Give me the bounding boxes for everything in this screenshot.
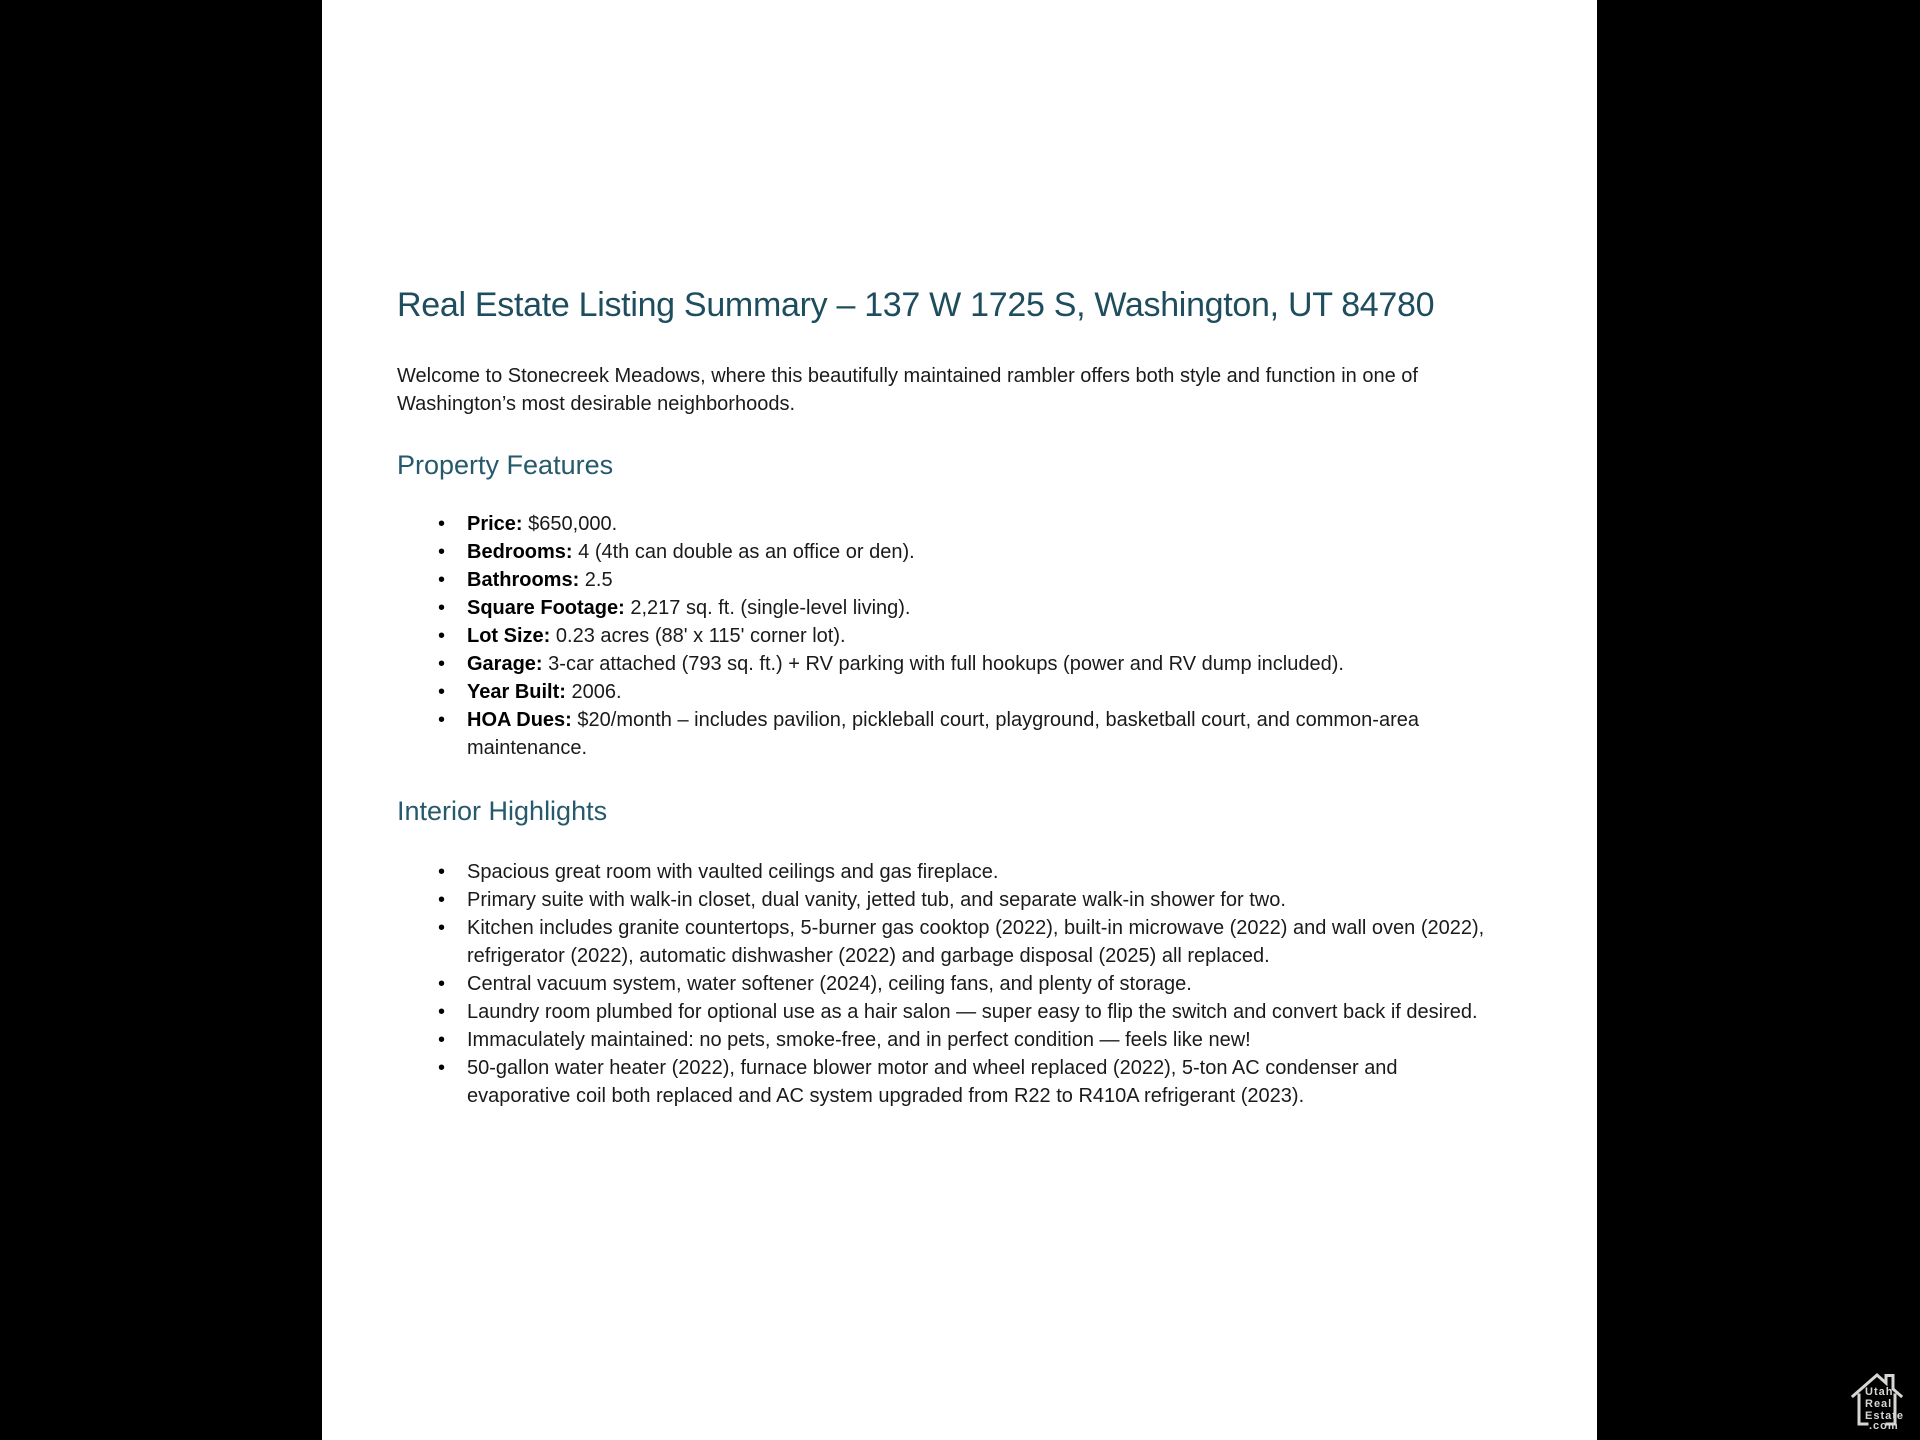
intro-paragraph: Welcome to Stonecreek Meadows, where this beautifully maintained rambler offers both style and function in one of Washington’s most desirable neighborhoods. bbox=[397, 365, 1418, 415]
house-icon bbox=[1846, 1366, 1908, 1432]
item-label: Garage: bbox=[467, 653, 543, 675]
logo-text-line: .com bbox=[1869, 1420, 1899, 1432]
logo-text-line: Estate bbox=[1865, 1410, 1905, 1422]
list-item: • Laundry room plumbed for optional use as a hair salon — super easy to flip the switch and convert back if desired. bbox=[397, 998, 1495, 1026]
section-heading-property-features: Property Features bbox=[397, 450, 614, 480]
list-item: • Bedrooms: 4 (4th can double as an office or den). bbox=[397, 538, 1495, 566]
list-item: • Primary suite with walk-in closet, dual vanity, jetted tub, and separate walk-in shower for two. bbox=[397, 886, 1495, 914]
logo-text-line: Utah bbox=[1865, 1386, 1894, 1398]
list-item: • Lot Size: 0.23 acres (88' x 115' corner lot). bbox=[397, 622, 1495, 650]
item-label: Bathrooms: bbox=[467, 569, 580, 591]
list-item: • Bathrooms: 2.5 bbox=[397, 566, 1495, 594]
list-item: • HOA Dues: $20/month – includes pavilion, pickleball court, playground, basketball court, and common-area maintenance. bbox=[397, 706, 1495, 762]
list-item: • Price: $650,000. bbox=[397, 510, 1495, 538]
item-label: Lot Size: bbox=[467, 625, 551, 647]
item-label: HOA Dues: bbox=[467, 709, 572, 731]
item-label: Square Footage: bbox=[467, 597, 625, 619]
item-label: Year Built: bbox=[467, 681, 566, 703]
interior-highlights-list bbox=[397, 858, 1495, 1110]
property-features-list bbox=[397, 510, 1495, 762]
item-label: Price: bbox=[467, 513, 523, 535]
list-item: • Spacious great room with vaulted ceilings and gas fireplace. bbox=[397, 858, 1495, 886]
document-page bbox=[322, 0, 1597, 1440]
list-item: • Year Built: 2006. bbox=[397, 678, 1495, 706]
utah-real-estate-logo bbox=[1846, 1366, 1908, 1432]
list-item: • 50-gallon water heater (2022), furnace blower motor and wheel replaced (2022), 5-ton AC condenser and evaporative coil both replaced and AC system upgraded from R22 to R410A refrigerant (2023). bbox=[397, 1054, 1495, 1110]
list-item: • Square Footage: 2,217 sq. ft. (single-level living). bbox=[397, 594, 1495, 622]
list-item: • Central vacuum system, water softener (2024), ceiling fans, and plenty of storage. bbox=[397, 970, 1495, 998]
list-item: • Kitchen includes granite countertops, 5-burner gas cooktop (2022), built-in microwave (2022) and wall oven (2022), refrigerator (2022), automatic dishwasher (2022) and garbage disposal (2025) all replaced. bbox=[397, 914, 1495, 970]
section-heading-interior-highlights: Interior Highlights bbox=[397, 796, 608, 826]
list-item: • Garage: 3-car attached (793 sq. ft.) + RV parking with full hookups (power and RV dump included). bbox=[397, 650, 1495, 678]
logo-text-line: Real bbox=[1865, 1398, 1893, 1410]
item-label: Bedrooms: bbox=[467, 541, 573, 563]
page-title: Real Estate Listing Summary – 137 W 1725 S, Washington, UT 84780 bbox=[397, 286, 1435, 324]
list-item: • Immaculately maintained: no pets, smoke-free, and in perfect condition — feels like new! bbox=[397, 1026, 1495, 1054]
